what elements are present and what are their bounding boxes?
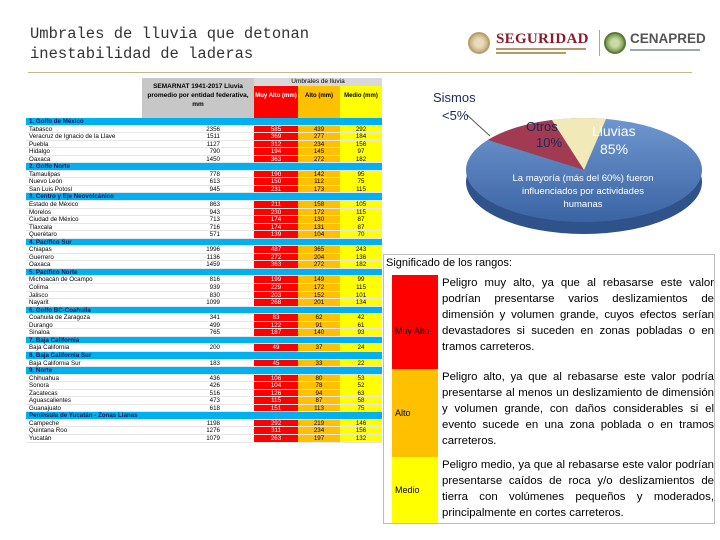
alto-cell: 234 <box>298 141 340 148</box>
state-cell: Colima <box>29 284 49 292</box>
state-cell: Hidalgo <box>29 148 50 156</box>
muy-alto-cell: 106 <box>254 375 298 382</box>
alto-cell: 152 <box>298 292 340 299</box>
header-medio: Medio (mm) <box>340 86 382 118</box>
region-row: Península de Yucatán - Zonas Llanas <box>26 412 382 420</box>
alto-cell: 130 <box>298 216 340 223</box>
muy-alto-cell: 174 <box>254 216 298 223</box>
muy-alto-cell: 190 <box>254 171 298 178</box>
table-row <box>26 246 382 254</box>
alto-cell: 219 <box>298 420 340 427</box>
muy-alto-cell: 263 <box>254 435 298 442</box>
legend-text: Peligro muy alto, ya que al rebasarse este valor podrían presentarse varios deslizamientos de dimensión y volumen grande, cuyos efectos serían devastadores si suceden en zonas pobladas o en tramos carreteros. <box>442 277 714 353</box>
table-row <box>26 171 382 179</box>
medio-cell: 99 <box>340 276 382 283</box>
average-cell: 945 <box>209 185 220 193</box>
region-row: 4. Pacífico Sur <box>26 239 382 247</box>
state-cell: Puebla <box>29 140 49 148</box>
region-row: 6. Golfo BC-Coahuila <box>26 307 382 315</box>
muy-alto-cell: 194 <box>254 148 298 155</box>
alto-cell: 277 <box>298 133 340 140</box>
ranges-legend <box>383 254 715 524</box>
medio-cell: 58 <box>340 397 382 404</box>
logo-subtitle-line <box>496 52 566 54</box>
table-body <box>26 118 382 443</box>
legend-swatch: Medio <box>392 457 438 523</box>
medio-cell: 53 <box>340 375 382 382</box>
state-cell: Sinaloa <box>29 329 50 337</box>
muy-alto-cell: 369 <box>254 133 298 140</box>
muy-alto-cell: 115 <box>254 397 298 404</box>
average-cell: 1996 <box>206 246 220 254</box>
average-cell: 713 <box>209 216 220 224</box>
average-cell: 939 <box>209 284 220 292</box>
table-row <box>26 126 382 134</box>
region-row: 1. Golfo de México <box>26 118 382 126</box>
state-cell: Estado de México <box>29 201 79 209</box>
average-cell: 943 <box>209 208 220 216</box>
alto-cell: 172 <box>298 209 340 216</box>
alto-cell: 272 <box>298 261 340 268</box>
average-cell: 1079 <box>206 434 220 442</box>
state-cell: Zacatecas <box>29 389 58 397</box>
alto-cell: 87 <box>298 397 340 404</box>
medio-cell: 42 <box>340 314 382 321</box>
state-cell: Veracruz de Ignacio de la Llave <box>29 133 116 141</box>
medio-cell: 156 <box>340 427 382 434</box>
muy-alto-cell: 230 <box>254 209 298 216</box>
medio-cell: 75 <box>340 405 382 412</box>
muy-alto-cell: 45 <box>254 360 298 367</box>
medio-cell: 156 <box>340 141 382 148</box>
state-cell: Yucatán <box>29 434 52 442</box>
table-row <box>26 397 382 405</box>
table-row <box>26 254 382 262</box>
header-muy-alto: Muy Alto (mm) <box>254 86 298 118</box>
table-row <box>26 344 382 352</box>
average-cell: 830 <box>209 291 220 299</box>
medio-cell: 115 <box>340 186 382 193</box>
medio-cell: 136 <box>340 254 382 261</box>
alto-cell: 173 <box>298 186 340 193</box>
alto-cell: 439 <box>298 126 340 133</box>
medio-cell: 24 <box>340 344 382 351</box>
state-cell: Oaxaca <box>29 261 51 269</box>
table-row <box>26 186 382 194</box>
state-cell: Tamaulipas <box>29 170 61 178</box>
alto-cell: 272 <box>298 156 340 163</box>
medio-cell: 22 <box>340 360 382 367</box>
table-row <box>26 375 382 383</box>
region-row: 2. Golfo Norte <box>26 163 382 171</box>
alto-cell: 204 <box>298 254 340 261</box>
table-row <box>26 209 382 217</box>
alto-cell: 94 <box>298 390 340 397</box>
table-row <box>26 382 382 390</box>
table-row <box>26 231 382 239</box>
label-sismos: Sismos <box>433 90 476 105</box>
table-row <box>26 314 382 322</box>
muy-alto-cell: 487 <box>254 246 298 253</box>
state-cell: Baja California <box>29 344 70 352</box>
table-header <box>142 78 382 118</box>
table-row <box>26 261 382 269</box>
state-cell: Jalisco <box>29 291 48 299</box>
alto-cell: 113 <box>298 405 340 412</box>
logo-subtitle-line <box>496 48 586 50</box>
alto-cell: 104 <box>298 231 340 238</box>
medio-cell: 182 <box>340 156 382 163</box>
muy-alto-cell: 187 <box>254 329 298 336</box>
table-row <box>26 178 382 186</box>
medio-cell: 75 <box>340 178 382 185</box>
alto-cell: 197 <box>298 435 340 442</box>
table-row <box>26 284 382 292</box>
medio-cell: 52 <box>340 382 382 389</box>
legend-item-medio <box>392 457 714 523</box>
state-cell: Chiapas <box>29 246 52 254</box>
medio-cell: 115 <box>340 209 382 216</box>
average-cell: 1136 <box>206 253 220 261</box>
landslide-causes-pie <box>428 86 718 246</box>
table-row <box>26 390 382 398</box>
average-cell: 778 <box>209 170 220 178</box>
average-cell: 200 <box>209 344 220 352</box>
state-cell: Ciudad de México <box>29 216 79 224</box>
legend-text: Peligro medio, ya que al rebasarse este valor podrían presentarse caídos de roca y/o deslizamientos de tierra con volúmenes pequeños y moderados, principalmente en cortes carreteros. <box>442 459 714 519</box>
seguridad-logo-text: SEGURIDAD <box>496 31 589 47</box>
average-cell: 1511 <box>206 133 220 141</box>
medio-cell: 63 <box>340 390 382 397</box>
muy-alto-cell: 139 <box>254 231 298 238</box>
alto-cell: 142 <box>298 171 340 178</box>
medio-cell: 243 <box>340 246 382 253</box>
state-cell: Quintana Roo <box>29 427 68 435</box>
average-cell: 790 <box>209 148 220 156</box>
average-cell: 863 <box>209 201 220 209</box>
medio-cell: 101 <box>340 292 382 299</box>
state-cell: Campeche <box>29 419 59 427</box>
table-row <box>26 201 382 209</box>
label-otros: Otros <box>526 119 558 134</box>
alto-cell: 33 <box>298 360 340 367</box>
state-cell: Oaxaca <box>29 155 51 163</box>
alto-cell: 37 <box>298 344 340 351</box>
medio-cell: 97 <box>340 148 382 155</box>
average-cell: 716 <box>209 223 220 231</box>
alto-cell: 112 <box>298 178 340 185</box>
medio-cell: 61 <box>340 322 382 329</box>
region-row: 9. Norte <box>26 367 382 375</box>
average-cell: 765 <box>209 329 220 337</box>
table-row <box>26 224 382 232</box>
medio-cell: 87 <box>340 216 382 223</box>
muy-alto-cell: 585 <box>254 126 298 133</box>
table-row <box>26 299 382 307</box>
muy-alto-cell: 203 <box>254 292 298 299</box>
state-cell: Coahuila de Zaragoza <box>29 314 90 322</box>
average-cell: 436 <box>209 374 220 382</box>
state-cell: Baja California Sur <box>29 359 81 367</box>
alto-cell: 131 <box>298 224 340 231</box>
average-cell: 499 <box>209 321 220 329</box>
average-cell: 341 <box>209 314 220 322</box>
table-row <box>26 156 382 164</box>
alto-cell: 140 <box>298 329 340 336</box>
table-row <box>26 322 382 330</box>
legend-swatch: Alto <box>392 369 438 457</box>
sismos-leader-line <box>466 114 490 136</box>
muy-alto-cell: 49 <box>254 344 298 351</box>
cenapred-logo-text: CENAPRED <box>630 31 706 46</box>
label-sismos-pct: <5% <box>442 108 469 123</box>
region-row: 5. Pacífico Norte <box>26 269 382 277</box>
muy-alto-cell: 231 <box>254 186 298 193</box>
logo-divider <box>599 30 600 56</box>
header-thresholds: Umbrales de lluvia <box>254 78 382 86</box>
medio-cell: 132 <box>340 435 382 442</box>
muy-alto-cell: 363 <box>254 156 298 163</box>
table-row <box>26 360 382 368</box>
state-cell: Morelos <box>29 208 52 216</box>
medio-cell: 95 <box>340 171 382 178</box>
alto-cell: 365 <box>298 246 340 253</box>
medio-cell: 115 <box>340 284 382 291</box>
legend-title: Significado de los rangos: <box>386 257 512 269</box>
state-cell: Aguascalientes <box>29 397 71 405</box>
average-cell: 1127 <box>206 140 220 148</box>
label-lluvias-pct: 85% <box>600 141 629 157</box>
legend-swatch: Muy Alto <box>392 275 438 387</box>
average-cell: 516 <box>209 389 220 397</box>
alto-cell: 149 <box>298 276 340 283</box>
muy-alto-cell: 174 <box>254 224 298 231</box>
muy-alto-cell: 150 <box>254 178 298 185</box>
legend-text: Peligro alto, ya que al rebasarse este valor podría presentarse al menos un deslizamiento de dimensión y volumen grande, con daños considerables si el evento sucede en una zona poblada o en tramos carreteros. <box>442 371 714 447</box>
average-cell: 183 <box>209 359 220 367</box>
label-otros-pct: 10% <box>536 135 563 150</box>
average-cell: 618 <box>209 404 220 412</box>
pie-note-line-1: La mayoría (más del 60%) fueron <box>512 173 654 184</box>
seguridad-logo <box>468 28 596 58</box>
average-cell: 1099 <box>206 299 220 307</box>
label-lluvias: Lluvias <box>592 123 636 139</box>
alto-cell: 201 <box>298 299 340 306</box>
state-cell: Tlaxcala <box>29 223 53 231</box>
table-row <box>26 292 382 300</box>
region-row: 8. Baja California Sur <box>26 352 382 360</box>
alto-cell: 78 <box>298 382 340 389</box>
muy-alto-cell: 126 <box>254 390 298 397</box>
header-alto: Alto (mm) <box>298 86 340 118</box>
muy-alto-cell: 199 <box>254 276 298 283</box>
medio-cell: 292 <box>340 126 382 133</box>
muy-alto-cell: 311 <box>254 427 298 434</box>
state-cell: Nuevo León <box>29 178 63 186</box>
table-row <box>26 420 382 428</box>
region-row: 3. Centro y Eje Neovolcánico <box>26 193 382 201</box>
medio-cell: 70 <box>340 231 382 238</box>
medio-cell: 182 <box>340 261 382 268</box>
muy-alto-cell: 83 <box>254 314 298 321</box>
legend-item-alto <box>392 369 714 457</box>
state-cell: Tabasco <box>29 125 53 133</box>
table-row <box>26 133 382 141</box>
muy-alto-cell: 122 <box>254 322 298 329</box>
page-title: Umbrales de lluvia que detonan inestabilidad de laderas <box>30 25 310 63</box>
average-cell: 613 <box>209 178 220 186</box>
alto-cell: 234 <box>298 427 340 434</box>
muy-alto-cell: 363 <box>254 261 298 268</box>
alto-cell: 80 <box>298 375 340 382</box>
muy-alto-cell: 104 <box>254 382 298 389</box>
alto-cell: 158 <box>298 201 340 208</box>
medio-cell: 184 <box>340 133 382 140</box>
header-divider <box>28 72 692 73</box>
average-cell: 426 <box>209 382 220 390</box>
medio-cell: 93 <box>340 329 382 336</box>
average-cell: 571 <box>209 231 220 239</box>
medio-cell: 87 <box>340 224 382 231</box>
muy-alto-cell: 211 <box>254 201 298 208</box>
state-cell: Querétaro <box>29 231 57 239</box>
average-cell: 473 <box>209 397 220 405</box>
average-cell: 816 <box>209 276 220 284</box>
medio-cell: 105 <box>340 201 382 208</box>
state-cell: Durango <box>29 321 53 329</box>
rain-threshold-table <box>26 78 382 514</box>
state-cell: Chihuahua <box>29 374 59 382</box>
muy-alto-cell: 272 <box>254 254 298 261</box>
alto-cell: 62 <box>298 314 340 321</box>
muy-alto-cell: 292 <box>254 420 298 427</box>
table-row <box>26 216 382 224</box>
region-row: 7. Baja California <box>26 337 382 345</box>
average-cell: 1276 <box>206 427 220 435</box>
average-cell: 1198 <box>206 419 220 427</box>
table-row <box>26 435 382 443</box>
logo-subtitle-line <box>630 49 700 51</box>
muy-alto-cell: 229 <box>254 284 298 291</box>
state-cell: San Luis Potosí <box>29 185 73 193</box>
medio-cell: 134 <box>340 299 382 306</box>
cenapred-logo <box>604 28 712 58</box>
state-cell: Michoacán de Ocampo <box>29 276 93 284</box>
table-row <box>26 141 382 149</box>
average-cell: 2356 <box>206 125 220 133</box>
muy-alto-cell: 312 <box>254 141 298 148</box>
table-row <box>26 329 382 337</box>
alto-cell: 172 <box>298 284 340 291</box>
medio-cell: 146 <box>340 420 382 427</box>
alto-cell: 145 <box>298 148 340 155</box>
pie-note-line-3: humanas <box>563 199 603 210</box>
state-cell: Nayarit <box>29 299 49 307</box>
state-cell: Sonora <box>29 382 49 390</box>
state-cell: Guerrero <box>29 253 54 261</box>
header-average-rain: SEMARNAT 1941-2017 Lluvia promedio por entidad federativa, mm <box>142 78 254 118</box>
table-row <box>26 405 382 413</box>
alto-cell: 91 <box>298 322 340 329</box>
table-row <box>26 427 382 435</box>
muy-alto-cell: 151 <box>254 405 298 412</box>
muy-alto-cell: 268 <box>254 299 298 306</box>
table-row <box>26 276 382 284</box>
average-cell: 1450 <box>206 155 220 163</box>
table-row <box>26 148 382 156</box>
average-cell: 1459 <box>206 261 220 269</box>
cenapred-emblem-icon <box>604 32 626 54</box>
state-cell: Guanajuato <box>29 404 61 412</box>
national-emblem-icon <box>468 32 490 54</box>
pie-note-line-2: influenciados por actividades <box>522 186 644 197</box>
